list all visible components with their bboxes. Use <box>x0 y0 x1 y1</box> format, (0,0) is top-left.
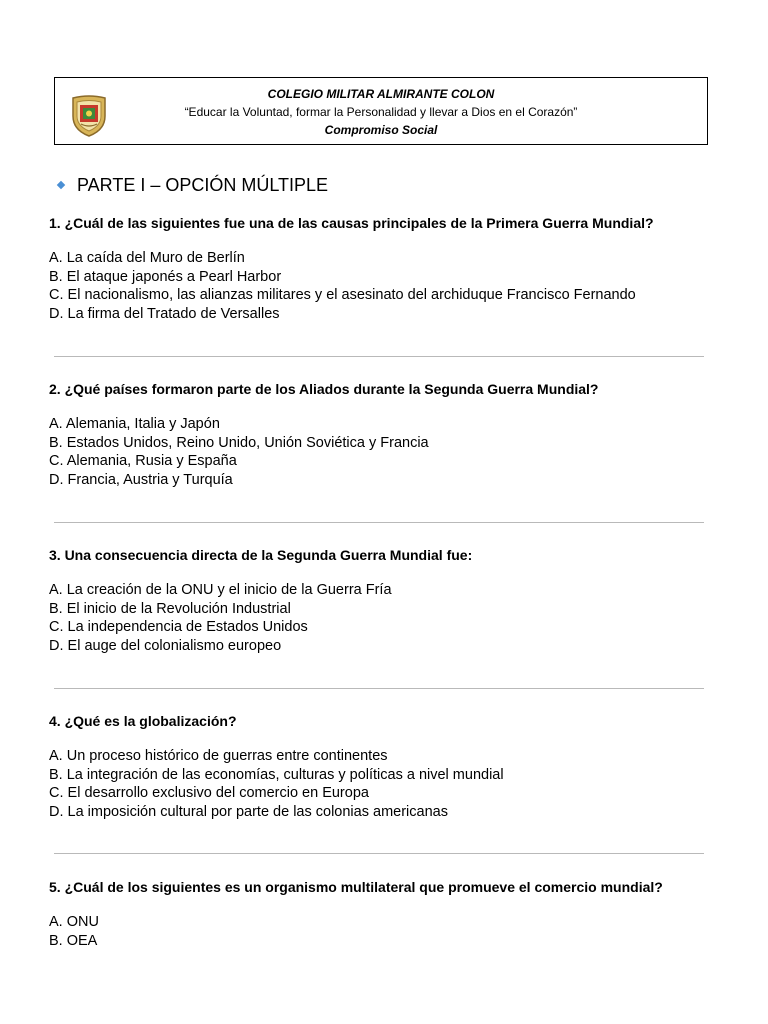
answer-option: D. El auge del colonialismo europeo <box>49 638 282 655</box>
school-header <box>54 77 708 145</box>
question-title: 4. ¿Qué es la globalización? <box>49 713 237 729</box>
answer-option: B. La integración de las economías, culturas y políticas a nivel mundial <box>49 766 504 783</box>
answer-option: A. Alemania, Italia y Japón <box>49 416 220 432</box>
question-block-2 <box>49 380 709 490</box>
question-title: 2. ¿Qué países formaron parte de los Aliados durante la Segunda Guerra Mundial? <box>49 381 599 397</box>
answer-option: A. ONU <box>49 914 99 930</box>
school-tagline: Compromiso Social <box>324 123 438 137</box>
question-divider <box>54 853 704 854</box>
question-block-1 <box>49 214 709 324</box>
answer-option: A. La caída del Muro de Berlín <box>49 250 245 266</box>
answer-option: B. Estados Unidos, Reino Unido, Unión Soviética y Francia <box>49 434 429 451</box>
answer-option: D. Francia, Austria y Turquía <box>49 472 233 489</box>
answer-option: C. El desarrollo exclusivo del comercio en Europa <box>49 785 369 802</box>
question-block-3 <box>49 546 709 656</box>
answer-option: D. La imposición cultural por parte de las colonias americanas <box>49 804 448 821</box>
answer-option: B. El inicio de la Revolución Industrial <box>49 600 291 617</box>
section-heading <box>55 174 328 196</box>
bullet-diamond-icon <box>57 181 65 189</box>
question-title: 5. ¿Cuál de los siguientes es un organismo multilateral que promueve el comercio mundial? <box>49 879 663 895</box>
answer-option: C. El nacionalismo, las alianzas militares y el asesinato del archiduque Francisco Fernando <box>49 287 636 304</box>
question-divider <box>54 522 704 523</box>
question-title: 3. Una consecuencia directa de la Segunda Guerra Mundial fue: <box>49 547 473 563</box>
answer-option: C. Alemania, Rusia y España <box>49 453 237 470</box>
school-name: COLEGIO MILITAR ALMIRANTE COLON <box>267 87 495 101</box>
header-text-block <box>55 78 707 139</box>
section-title: PARTE I – OPCIÓN MÚLTIPLE <box>77 175 329 195</box>
answer-option: A. Un proceso histórico de guerras entre continentes <box>49 748 388 764</box>
question-block-5 <box>49 878 709 950</box>
question-title: 1. ¿Cuál de las siguientes fue una de las causas principales de la Primera Guerra Mundial? <box>49 215 654 231</box>
school-motto: “Educar la Voluntad, formar la Personalidad y llevar a Dios en el Corazón” <box>184 105 578 119</box>
question-block-4 <box>49 712 709 822</box>
question-divider <box>54 688 704 689</box>
answer-option: C. La independencia de Estados Unidos <box>49 619 308 636</box>
answer-option: A. La creación de la ONU y el inicio de la Guerra Fría <box>49 582 392 598</box>
answer-option: B. El ataque japonés a Pearl Harbor <box>49 268 282 285</box>
answer-option: B. OEA <box>49 932 98 949</box>
answer-option: D. La firma del Tratado de Versalles <box>49 306 280 323</box>
question-divider <box>54 356 704 357</box>
